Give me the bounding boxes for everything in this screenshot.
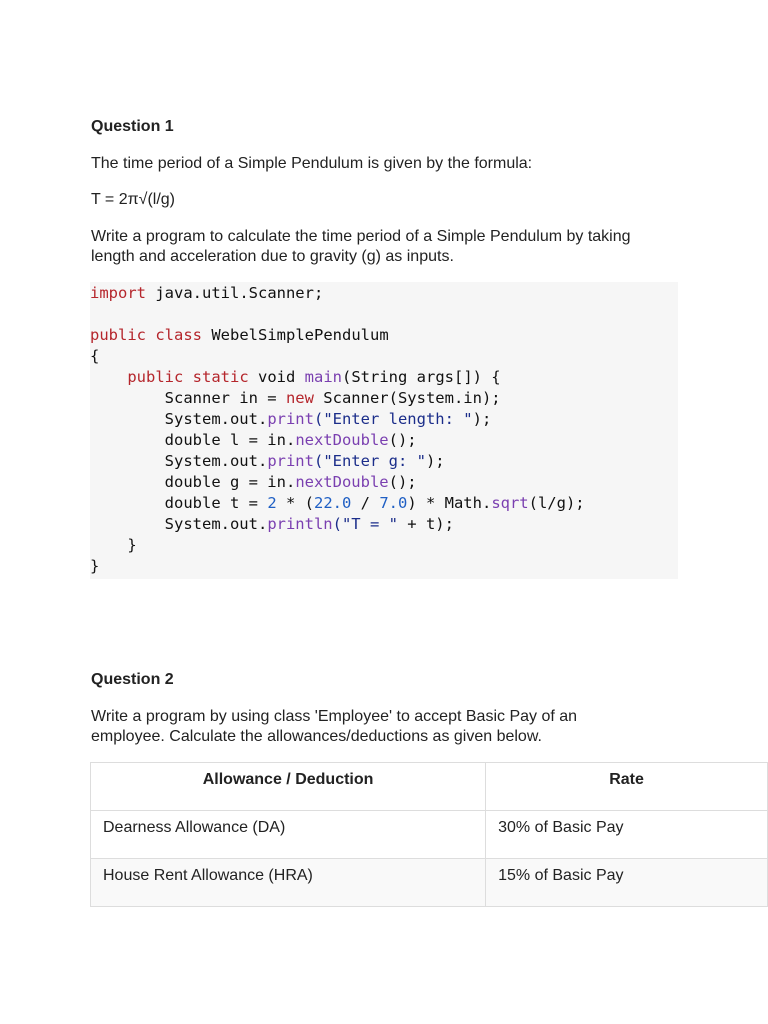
code-function: main <box>304 368 342 386</box>
code-number: 22.0 <box>313 494 352 512</box>
code-number: 7.0 <box>379 494 408 512</box>
code-line-open-brace <box>90 346 678 367</box>
code-text: System.out. <box>90 410 268 428</box>
code-line-print-length <box>90 409 678 430</box>
question-2-task: Write a program by using class 'Employee' to accept Basic Pay of an employee. Calculate the allowances/deductions as given below. <box>91 708 578 745</box>
code-text: } <box>90 536 137 554</box>
code-text: (String args[]) { <box>342 368 501 386</box>
code-block <box>90 282 678 579</box>
code-text: System.out. <box>90 452 268 470</box>
code-text: / <box>351 494 380 512</box>
code-function: nextDouble <box>295 473 389 491</box>
code-text: ); <box>425 452 445 470</box>
code-keyword: public <box>90 326 146 344</box>
code-text: java.util.Scanner; <box>146 284 324 302</box>
code-text: ) * Math. <box>407 494 492 512</box>
code-text: Scanner in = <box>90 389 286 407</box>
code-line-main <box>90 367 678 388</box>
code-text: { <box>90 347 100 365</box>
code-function: sqrt <box>491 494 529 512</box>
code-line-scanner <box>90 388 678 409</box>
code-function: print <box>267 410 314 428</box>
question-1-task: Write a program to calculate the time period of a Simple Pendulum by taking length and acceleration due to gravity (g) as inputs. <box>91 228 631 265</box>
code-line-read-length <box>90 430 678 451</box>
code-function: println <box>267 515 333 533</box>
code-text: System.out. <box>90 515 268 533</box>
table-row <box>91 859 768 907</box>
code-text: Scanner(System.in); <box>313 389 501 407</box>
code-line-compute-t <box>90 493 678 514</box>
code-text: } <box>90 557 100 575</box>
table-row <box>91 811 768 859</box>
code-keyword: static <box>192 368 249 386</box>
question-2-title: Question 2 <box>91 671 174 688</box>
code-keyword: import <box>90 284 146 302</box>
code-function: nextDouble <box>295 431 389 449</box>
code-line-close-inner <box>90 535 678 556</box>
code-line-import <box>90 283 678 304</box>
code-line-print-t <box>90 514 678 535</box>
code-text: void <box>248 368 305 386</box>
question-1-intro: The time period of a Simple Pendulum is given by the formula: <box>91 155 533 172</box>
code-string: ("Enter g: " <box>313 452 426 470</box>
code-text: * ( <box>276 494 314 512</box>
code-keyword: public <box>127 368 184 386</box>
table-cell: 30% of Basic Pay <box>486 811 768 859</box>
table-cell: 15% of Basic Pay <box>486 859 768 907</box>
code-line-close-outer <box>90 556 678 577</box>
table-cell: Dearness Allowance (DA) <box>91 811 486 859</box>
question-1-title: Question 1 <box>91 118 174 135</box>
table-cell: House Rent Allowance (HRA) <box>91 859 486 907</box>
code-text: WebelSimplePendulum <box>202 326 389 344</box>
table-header-allowance: Allowance / Deduction <box>91 763 486 811</box>
code-text: double g = in. <box>90 473 296 491</box>
code-text: double l = in. <box>90 431 296 449</box>
code-number: 2 <box>267 494 277 512</box>
code-keyword: new <box>285 389 314 407</box>
code-line-class <box>90 325 678 346</box>
code-string: ("Enter length: " <box>313 410 473 428</box>
code-text: + t); <box>397 515 454 533</box>
code-text: (); <box>388 473 417 491</box>
code-text: (); <box>388 431 417 449</box>
table-header-rate: Rate <box>486 763 768 811</box>
code-line-blank <box>90 304 678 325</box>
code-text: (l/g); <box>528 494 585 512</box>
code-line-print-g <box>90 451 678 472</box>
pendulum-formula: T = 2π√(l/g) <box>91 191 175 208</box>
code-text: ); <box>472 410 492 428</box>
code-line-read-g <box>90 472 678 493</box>
code-keyword: class <box>155 326 203 344</box>
code-text: double t = <box>90 494 268 512</box>
code-function: print <box>267 452 314 470</box>
allowance-table <box>90 762 768 907</box>
code-string: ("T = " <box>332 515 398 533</box>
table-header-row <box>91 763 768 811</box>
